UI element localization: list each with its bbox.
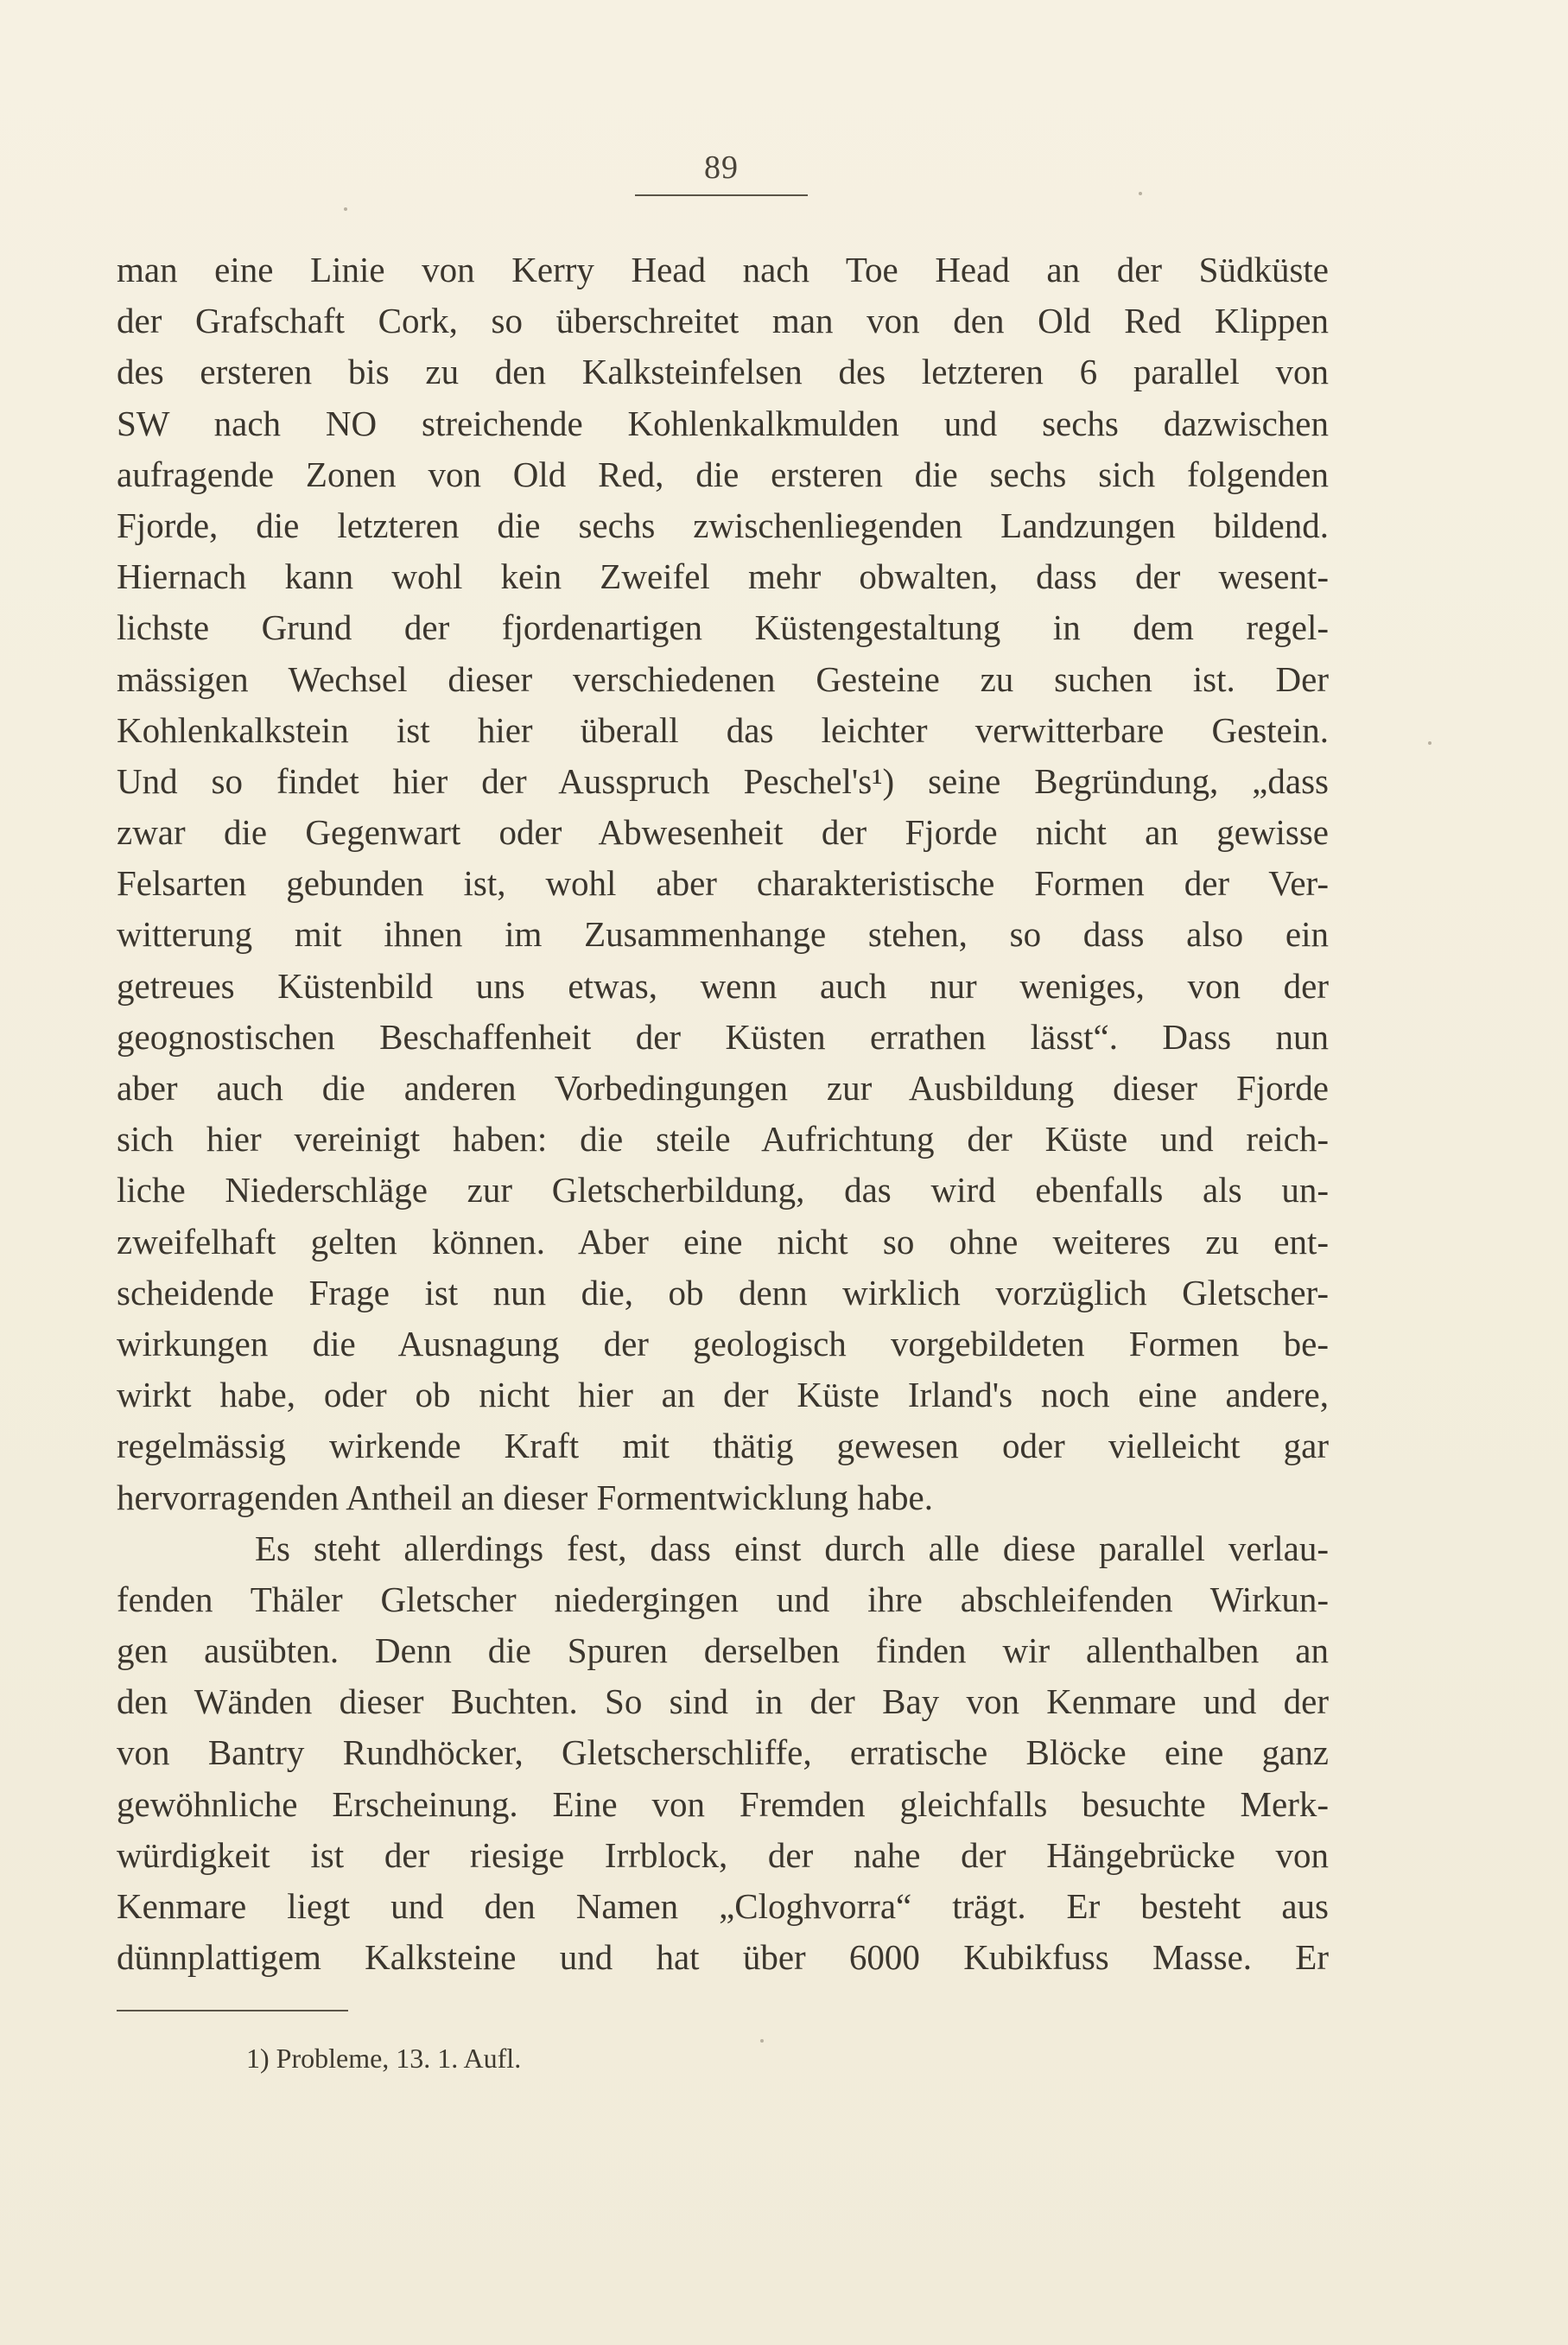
text-line: Kenmare liegt und den Namen „Cloghvorra“ trägt. Er besteht aus <box>117 1886 1329 1926</box>
text-line: aufragende Zonen von Old Red, die ersteren die sechs sich folgenden <box>117 454 1329 494</box>
body-text <box>117 245 1329 1983</box>
paper-speck <box>344 207 347 211</box>
paper-speck <box>760 2039 764 2043</box>
text-line: SW nach NO streichende Kohlenkalkmulden und sechs dazwischen <box>117 403 1329 443</box>
text-line: aber auch die anderen Vorbedingungen zur Ausbildung dieser Fjorde <box>117 1068 1329 1108</box>
text-line: gewöhnliche Erscheinung. Eine von Fremden gleichfalls besuchte Merk- <box>117 1783 1329 1824</box>
text-line: geognostischen Beschaffenheit der Küsten errathen lässt“. Dass nun <box>117 1016 1329 1057</box>
text-line: der Grafschaft Cork, so überschreitet man von den Old Red Klippen <box>117 301 1329 341</box>
paragraph-last-line: hervorragenden Antheil an dieser Formentwicklung habe. <box>117 1477 933 1517</box>
text-line: getreues Küstenbild uns etwas, wenn auch nur weniges, von der <box>117 965 1329 1006</box>
text-line: Felsarten gebunden ist, wohl aber charakteristische Formen der Ver- <box>117 863 1329 904</box>
text-line: würdigkeit ist der riesige Irrblock, der nahe der Hängebrücke von <box>117 1834 1329 1875</box>
text-line: Kohlenkalkstein ist hier überall das leichter verwitterbare Gestein. <box>117 709 1329 750</box>
text-line: gen ausübten. Denn die Spuren derselben finden wir allenthalben an <box>117 1630 1329 1671</box>
text-line: dünnplattigem Kalksteine und hat über 6000 Kubikfuss Masse. Er <box>117 1937 1329 1978</box>
text-line: man eine Linie von Kerry Head nach Toe Head an der Südküste <box>117 250 1329 289</box>
page-number-rule <box>635 194 808 196</box>
text-line: zweifelhaft gelten können. Aber eine nicht so ohne weiteres zu ent- <box>117 1221 1329 1261</box>
text-line: Hiernach kann wohl kein Zweifel mehr obwalten, dass der wesent- <box>117 556 1329 597</box>
footnote-rule <box>117 2010 348 2011</box>
text-line: mässigen Wechsel dieser verschiedenen Gesteine zu suchen ist. Der <box>117 658 1329 699</box>
text-line: Und so findet hier der Ausspruch Peschel's¹) seine Begründung, „dass <box>117 760 1329 801</box>
text-line: lichste Grund der fjordenartigen Küstengestaltung in dem regel- <box>117 607 1329 648</box>
text-line: Fjorde, die letzteren die sechs zwischenliegenden Landzungen bildend. <box>117 505 1329 545</box>
text-line: den Wänden dieser Buchten. So sind in der Bay von Kenmare und der <box>117 1681 1329 1722</box>
text-line: scheidende Frage ist nun die, ob denn wirklich vorzüglich Gletscher- <box>117 1272 1329 1312</box>
paragraph-first-line: Es steht allerdings fest, dass einst durch alle diese parallel verlau- <box>255 1528 1329 1568</box>
text-line: sich hier vereinigt haben: die steile Aufrichtung der Küste und reich- <box>117 1119 1329 1160</box>
footnote: 1) Probleme, 13. 1. Aufl. <box>246 2043 522 2074</box>
text-line: liche Niederschläge zur Gletscherbildung, das wird ebenfalls als un- <box>117 1170 1329 1211</box>
text-line: von Bantry Rundhöcker, Gletscherschliffe, erratische Blöcke eine ganz <box>117 1732 1329 1773</box>
text-line: wirkt habe, oder ob nicht hier an der Küste Irland's noch eine andere, <box>117 1375 1329 1415</box>
text-line: wirkungen die Ausnagung der geologisch vorgebildeten Formen be- <box>117 1323 1329 1363</box>
text-line: des ersteren bis zu den Kalksteinfelsen des letzteren 6 parallel von <box>117 352 1329 392</box>
paper-speck <box>1139 192 1142 195</box>
text-line: regelmässig wirkende Kraft mit thätig gewesen oder vielleicht gar <box>117 1426 1329 1466</box>
text-line: witterung mit ihnen im Zusammenhange stehen, so dass also ein <box>117 914 1329 955</box>
paper-speck <box>1428 741 1432 745</box>
page-number: 89 <box>704 149 739 186</box>
text-line: fenden Thäler Gletscher niedergingen und ihre abschleifenden Wirkun- <box>117 1579 1329 1619</box>
text-line: zwar die Gegenwart oder Abwesenheit der Fjorde nicht an gewisse <box>117 812 1329 853</box>
